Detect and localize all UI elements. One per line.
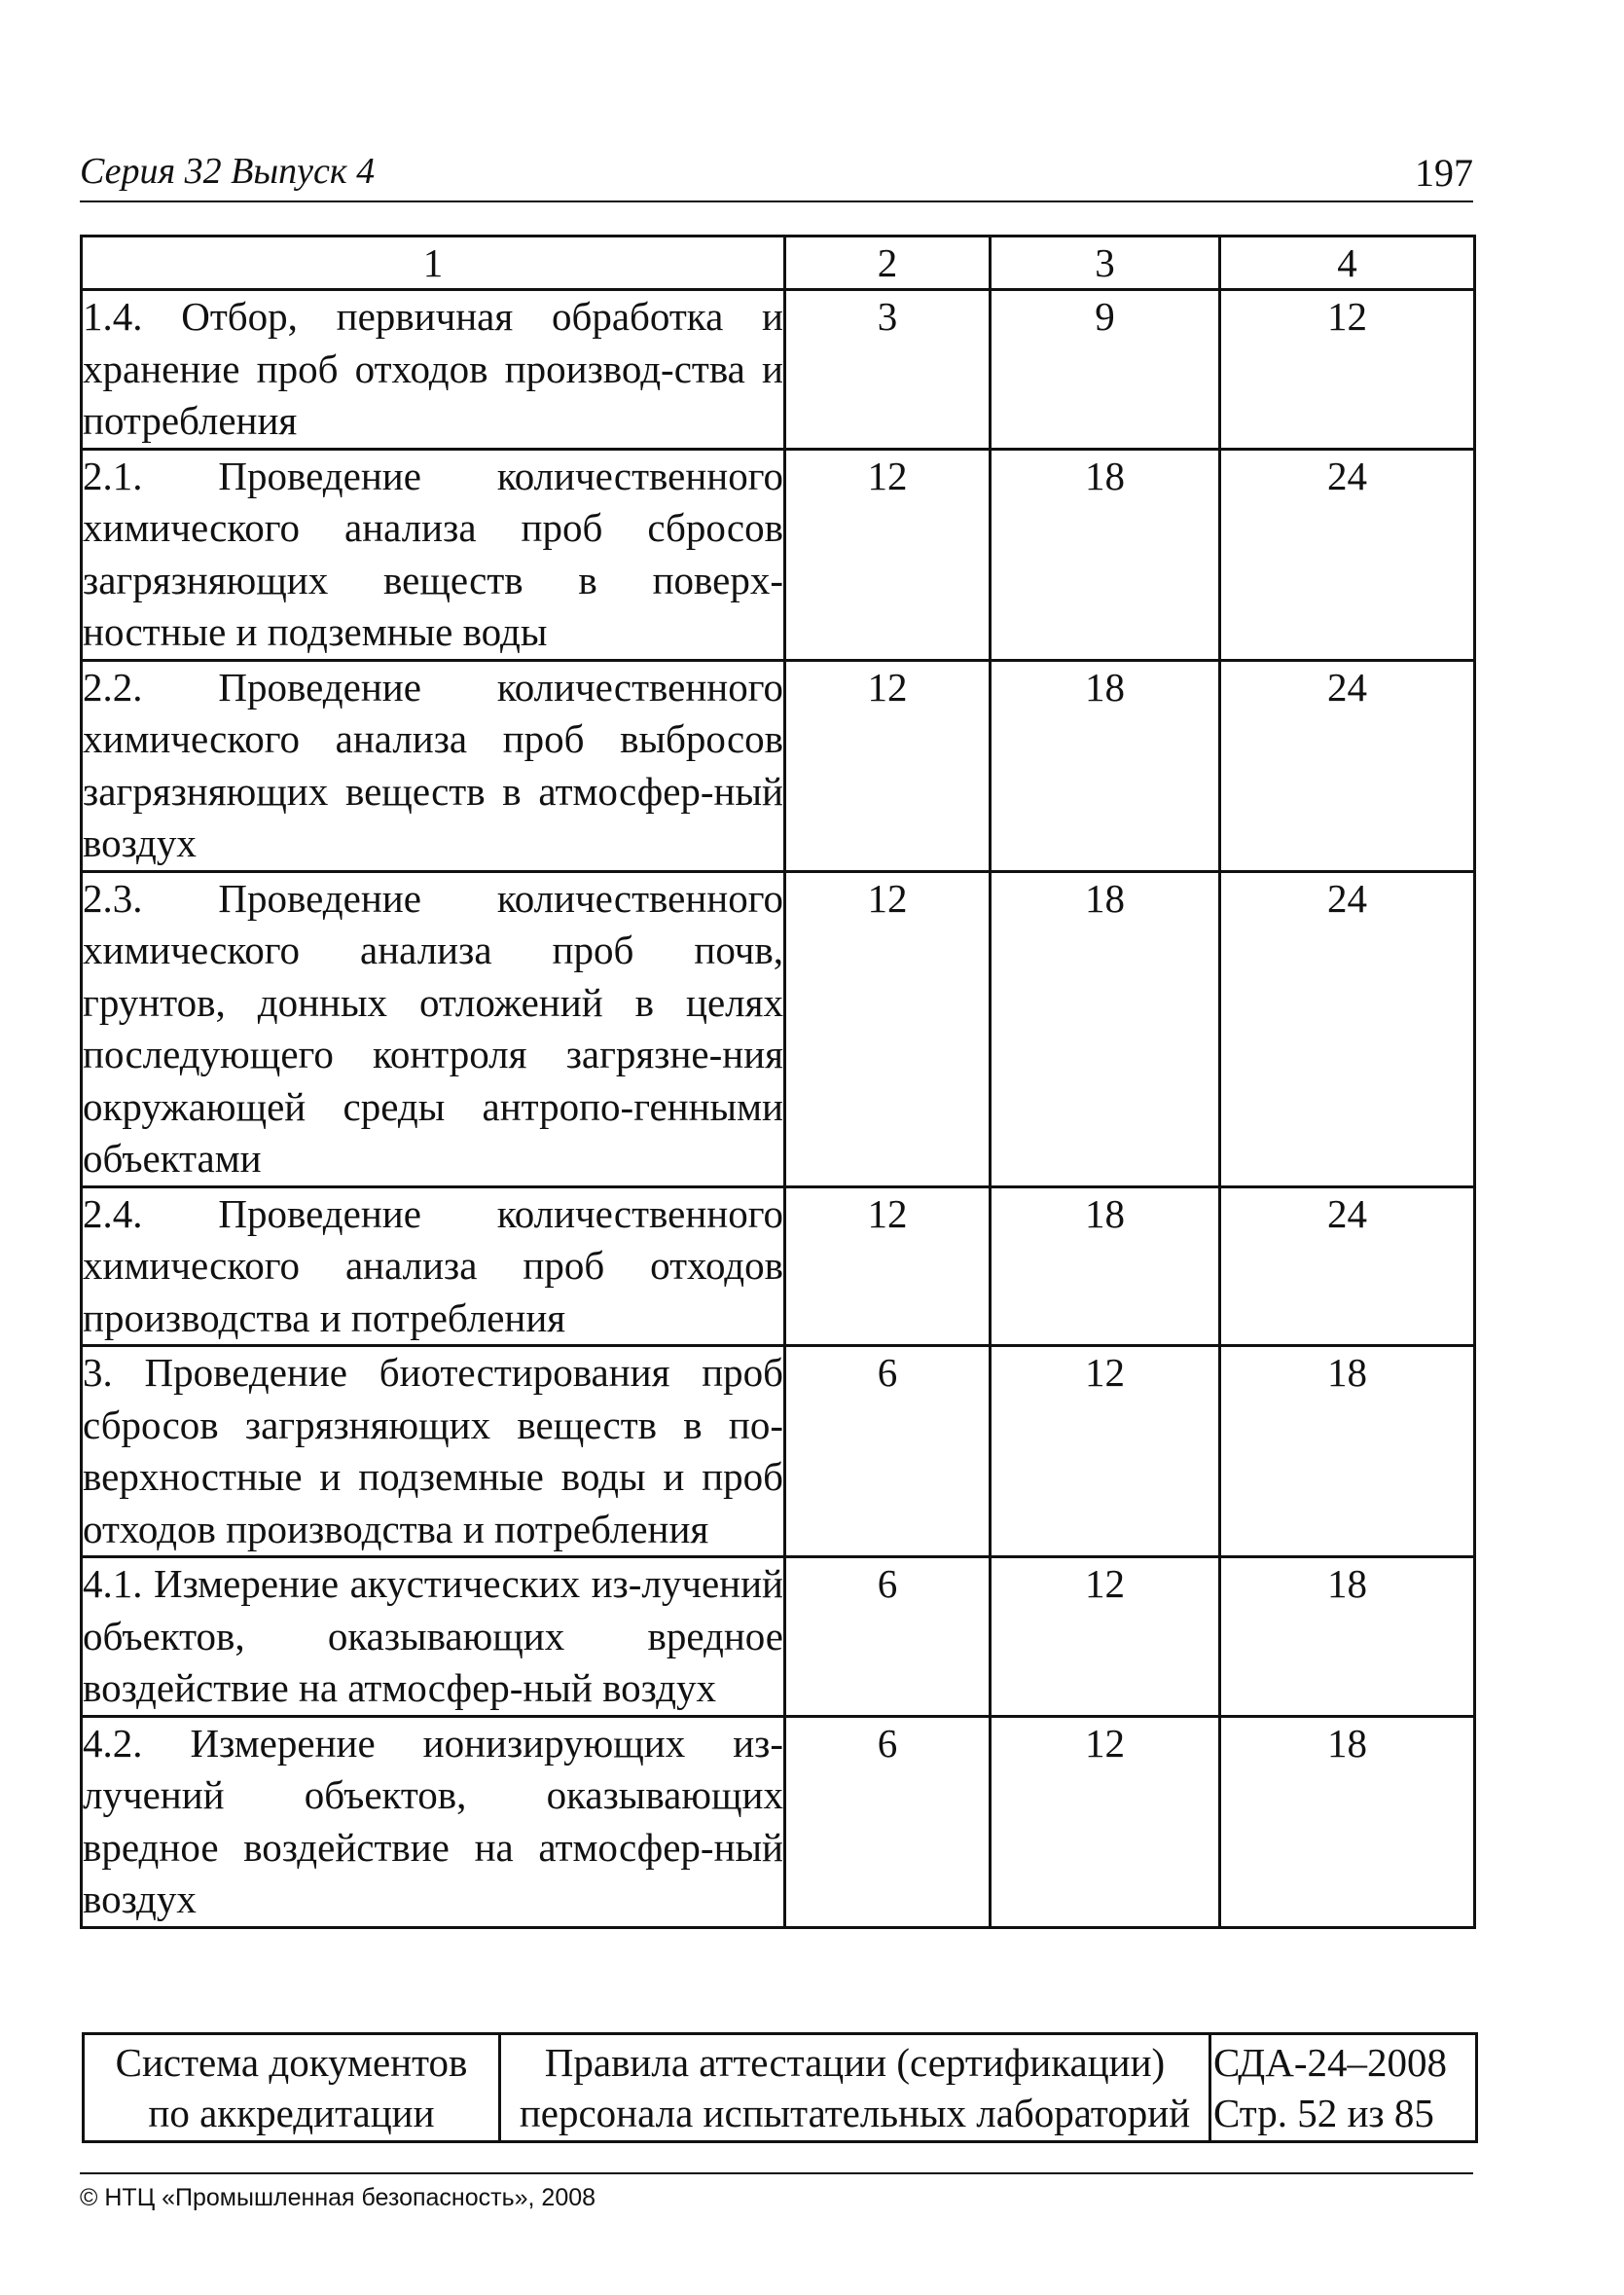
footer-rules-cell: [500, 2034, 1210, 2142]
row-value-col2: 6: [785, 1716, 991, 1927]
row-value-col2: 6: [785, 1557, 991, 1717]
row-value-col2: 6: [785, 1346, 991, 1557]
row-value-col4: 24: [1220, 871, 1475, 1186]
footer-system-line2: по аккредитации: [148, 2091, 435, 2135]
row-description: 2.4. Проведение количественного химического анализа проб отходов производства и потребления: [82, 1186, 785, 1346]
footer-code-cell: [1210, 2034, 1477, 2142]
row-value-col3: 9: [991, 290, 1220, 450]
series-title: Серия 32 Выпуск 4: [80, 151, 376, 192]
footer-system-line1: Система документов: [115, 2040, 468, 2085]
row-value-col3: 18: [991, 449, 1220, 660]
row-description: 1.4. Отбор, первичная обработка и хранение проб отходов производ-ства и потребления: [82, 290, 785, 450]
row-value-col3: 18: [991, 1186, 1220, 1346]
row-value-col3: 18: [991, 871, 1220, 1186]
footer-rules-line2: персонала испытательных лабораторий: [519, 2091, 1191, 2135]
table-row: [82, 1346, 1475, 1557]
row-value-col4: 24: [1220, 449, 1475, 660]
table-row: [82, 1716, 1475, 1927]
row-value-col4: 24: [1220, 660, 1475, 871]
column-header-2: 2: [785, 237, 991, 290]
row-value-col3: 12: [991, 1346, 1220, 1557]
row-value-col2: 12: [785, 1186, 991, 1346]
row-value-col4: 24: [1220, 1186, 1475, 1346]
row-value-col2: 12: [785, 871, 991, 1186]
row-value-col4: 18: [1220, 1716, 1475, 1927]
footer-page-count: Стр. 52 из 85: [1213, 2091, 1434, 2135]
row-description: 4.1. Измерение акустических из-лучений объектов, оказывающих вредное воздействие на атмосфер-ный воздух: [82, 1557, 785, 1717]
column-header-1: 1: [82, 237, 785, 290]
page-number: 197: [1415, 151, 1473, 195]
row-value-col4: 18: [1220, 1346, 1475, 1557]
footer-document-code: СДА-24–2008: [1213, 2040, 1448, 2085]
page-header: [80, 146, 1473, 202]
row-value-col2: 12: [785, 660, 991, 871]
requirements-table: [80, 235, 1476, 1929]
row-value-col3: 18: [991, 660, 1220, 871]
footer-system-cell: [84, 2034, 500, 2142]
table-row: [82, 871, 1475, 1186]
row-value-col2: 12: [785, 449, 991, 660]
column-header-4: 4: [1220, 237, 1475, 290]
row-value-col3: 12: [991, 1716, 1220, 1927]
column-header-3: 3: [991, 237, 1220, 290]
row-value-col4: 18: [1220, 1557, 1475, 1717]
table-row: [82, 1557, 1475, 1717]
copyright-text: © НТЦ «Промышленная безопасность», 2008: [80, 2184, 596, 2211]
footer-rules-line1: Правила аттестации (сертификации): [544, 2040, 1166, 2085]
row-value-col4: 12: [1220, 290, 1475, 450]
table-row: [82, 660, 1475, 871]
row-description: 3. Проведение биотестирования проб сбросов загрязняющих веществ в по-верхностные и подземные воды и проб отходов производства и потребления: [82, 1346, 785, 1557]
table-row: [82, 449, 1475, 660]
table-row: [82, 290, 1475, 450]
document-footer-box: [82, 2032, 1478, 2143]
row-description: 2.1. Проведение количественного химического анализа проб сбросов загрязняющих веществ в поверх-ностные и подземные воды: [82, 449, 785, 660]
row-description: 4.2. Измерение ионизирующих из-лучений объектов, оказывающих вредное воздействие на атмосфер-ный воздух: [82, 1716, 785, 1927]
table-row: [82, 1186, 1475, 1346]
row-value-col3: 12: [991, 1557, 1220, 1717]
row-description: 2.3. Проведение количественного химического анализа проб почв, грунтов, донных отложений в целях последующего контроля загрязне-ния окружающей среды антропо-генными объектами: [82, 871, 785, 1186]
row-description: 2.2. Проведение количественного химического анализа проб выбросов загрязняющих веществ в атмосфер-ный воздух: [82, 660, 785, 871]
row-value-col2: 3: [785, 290, 991, 450]
copyright-divider: [80, 2172, 1473, 2174]
table-header-row: [82, 237, 1475, 290]
